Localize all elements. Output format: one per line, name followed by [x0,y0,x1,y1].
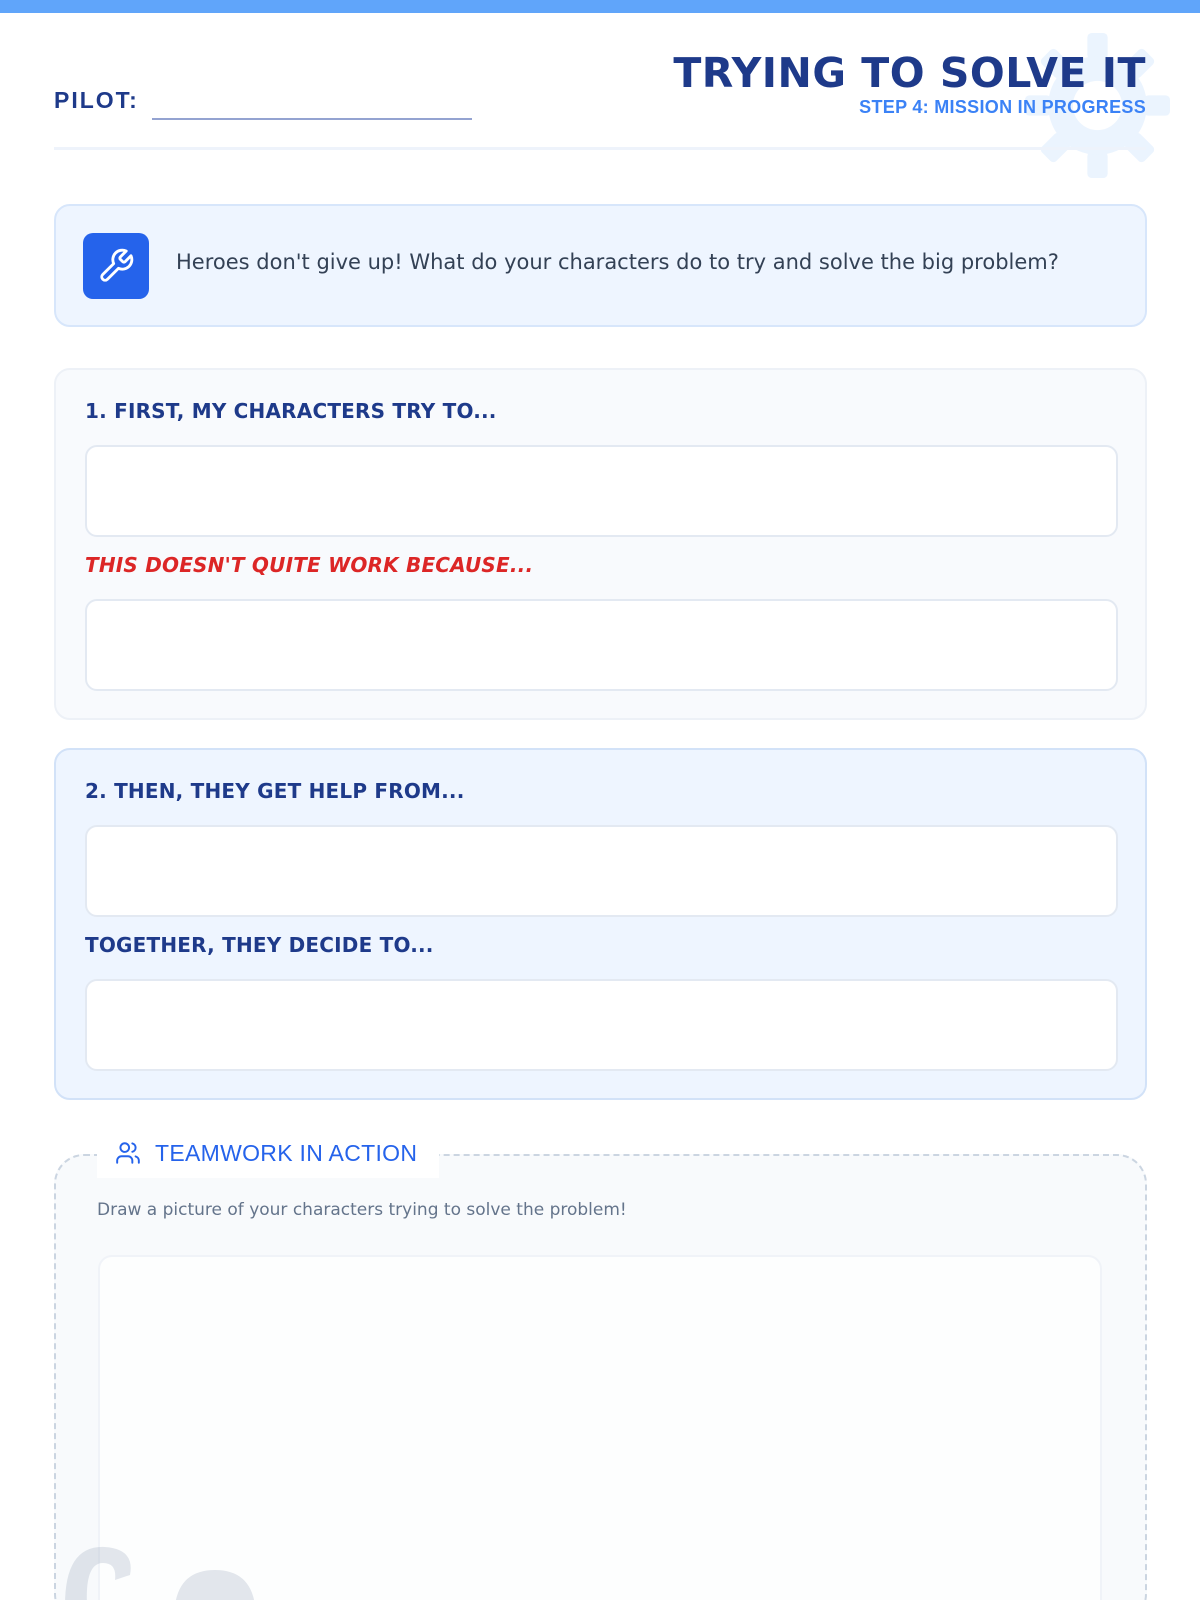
pilot-label: PILOT: [54,87,139,113]
users-icon [115,1140,141,1166]
page-subtitle: STEP 4: MISSION IN PROGRESS [859,97,1146,117]
drawing-section-title [97,1128,439,1178]
instruction-box [54,204,1147,327]
failure-reason-label: THIS DOESN'T QUITE WORK BECAUSE... [85,553,534,577]
wrench-icon [83,233,149,299]
first-attempt-label: 1. FIRST, MY CHARACTERS TRY TO... [85,399,497,423]
page-title: TRYING TO SOLVE IT [673,49,1146,97]
get-help-label: 2. THEN, THEY GET HELP FROM... [85,779,465,803]
page-header [54,40,1146,150]
failure-reason-answer-box[interactable] [85,599,1118,691]
first-attempt-answer-box[interactable] [85,445,1118,537]
drawing-hint: Draw a picture of your characters trying to solve the problem! [97,1200,627,1220]
first-attempt-card [54,368,1147,720]
decision-answer-box[interactable] [85,979,1118,1071]
drawing-title-text: TEAMWORK IN ACTION [155,1139,418,1166]
top-accent-bar [0,0,1200,13]
get-help-answer-box[interactable] [85,825,1118,917]
decorative-swirl [55,1535,265,1600]
instruction-text: Heroes don't give up! What do your characters do to try and solve the big problem? [176,250,1059,274]
get-help-card [54,748,1147,1100]
pilot-name-field[interactable] [152,118,472,120]
decision-label: TOGETHER, THEY DECIDE TO... [85,933,434,957]
